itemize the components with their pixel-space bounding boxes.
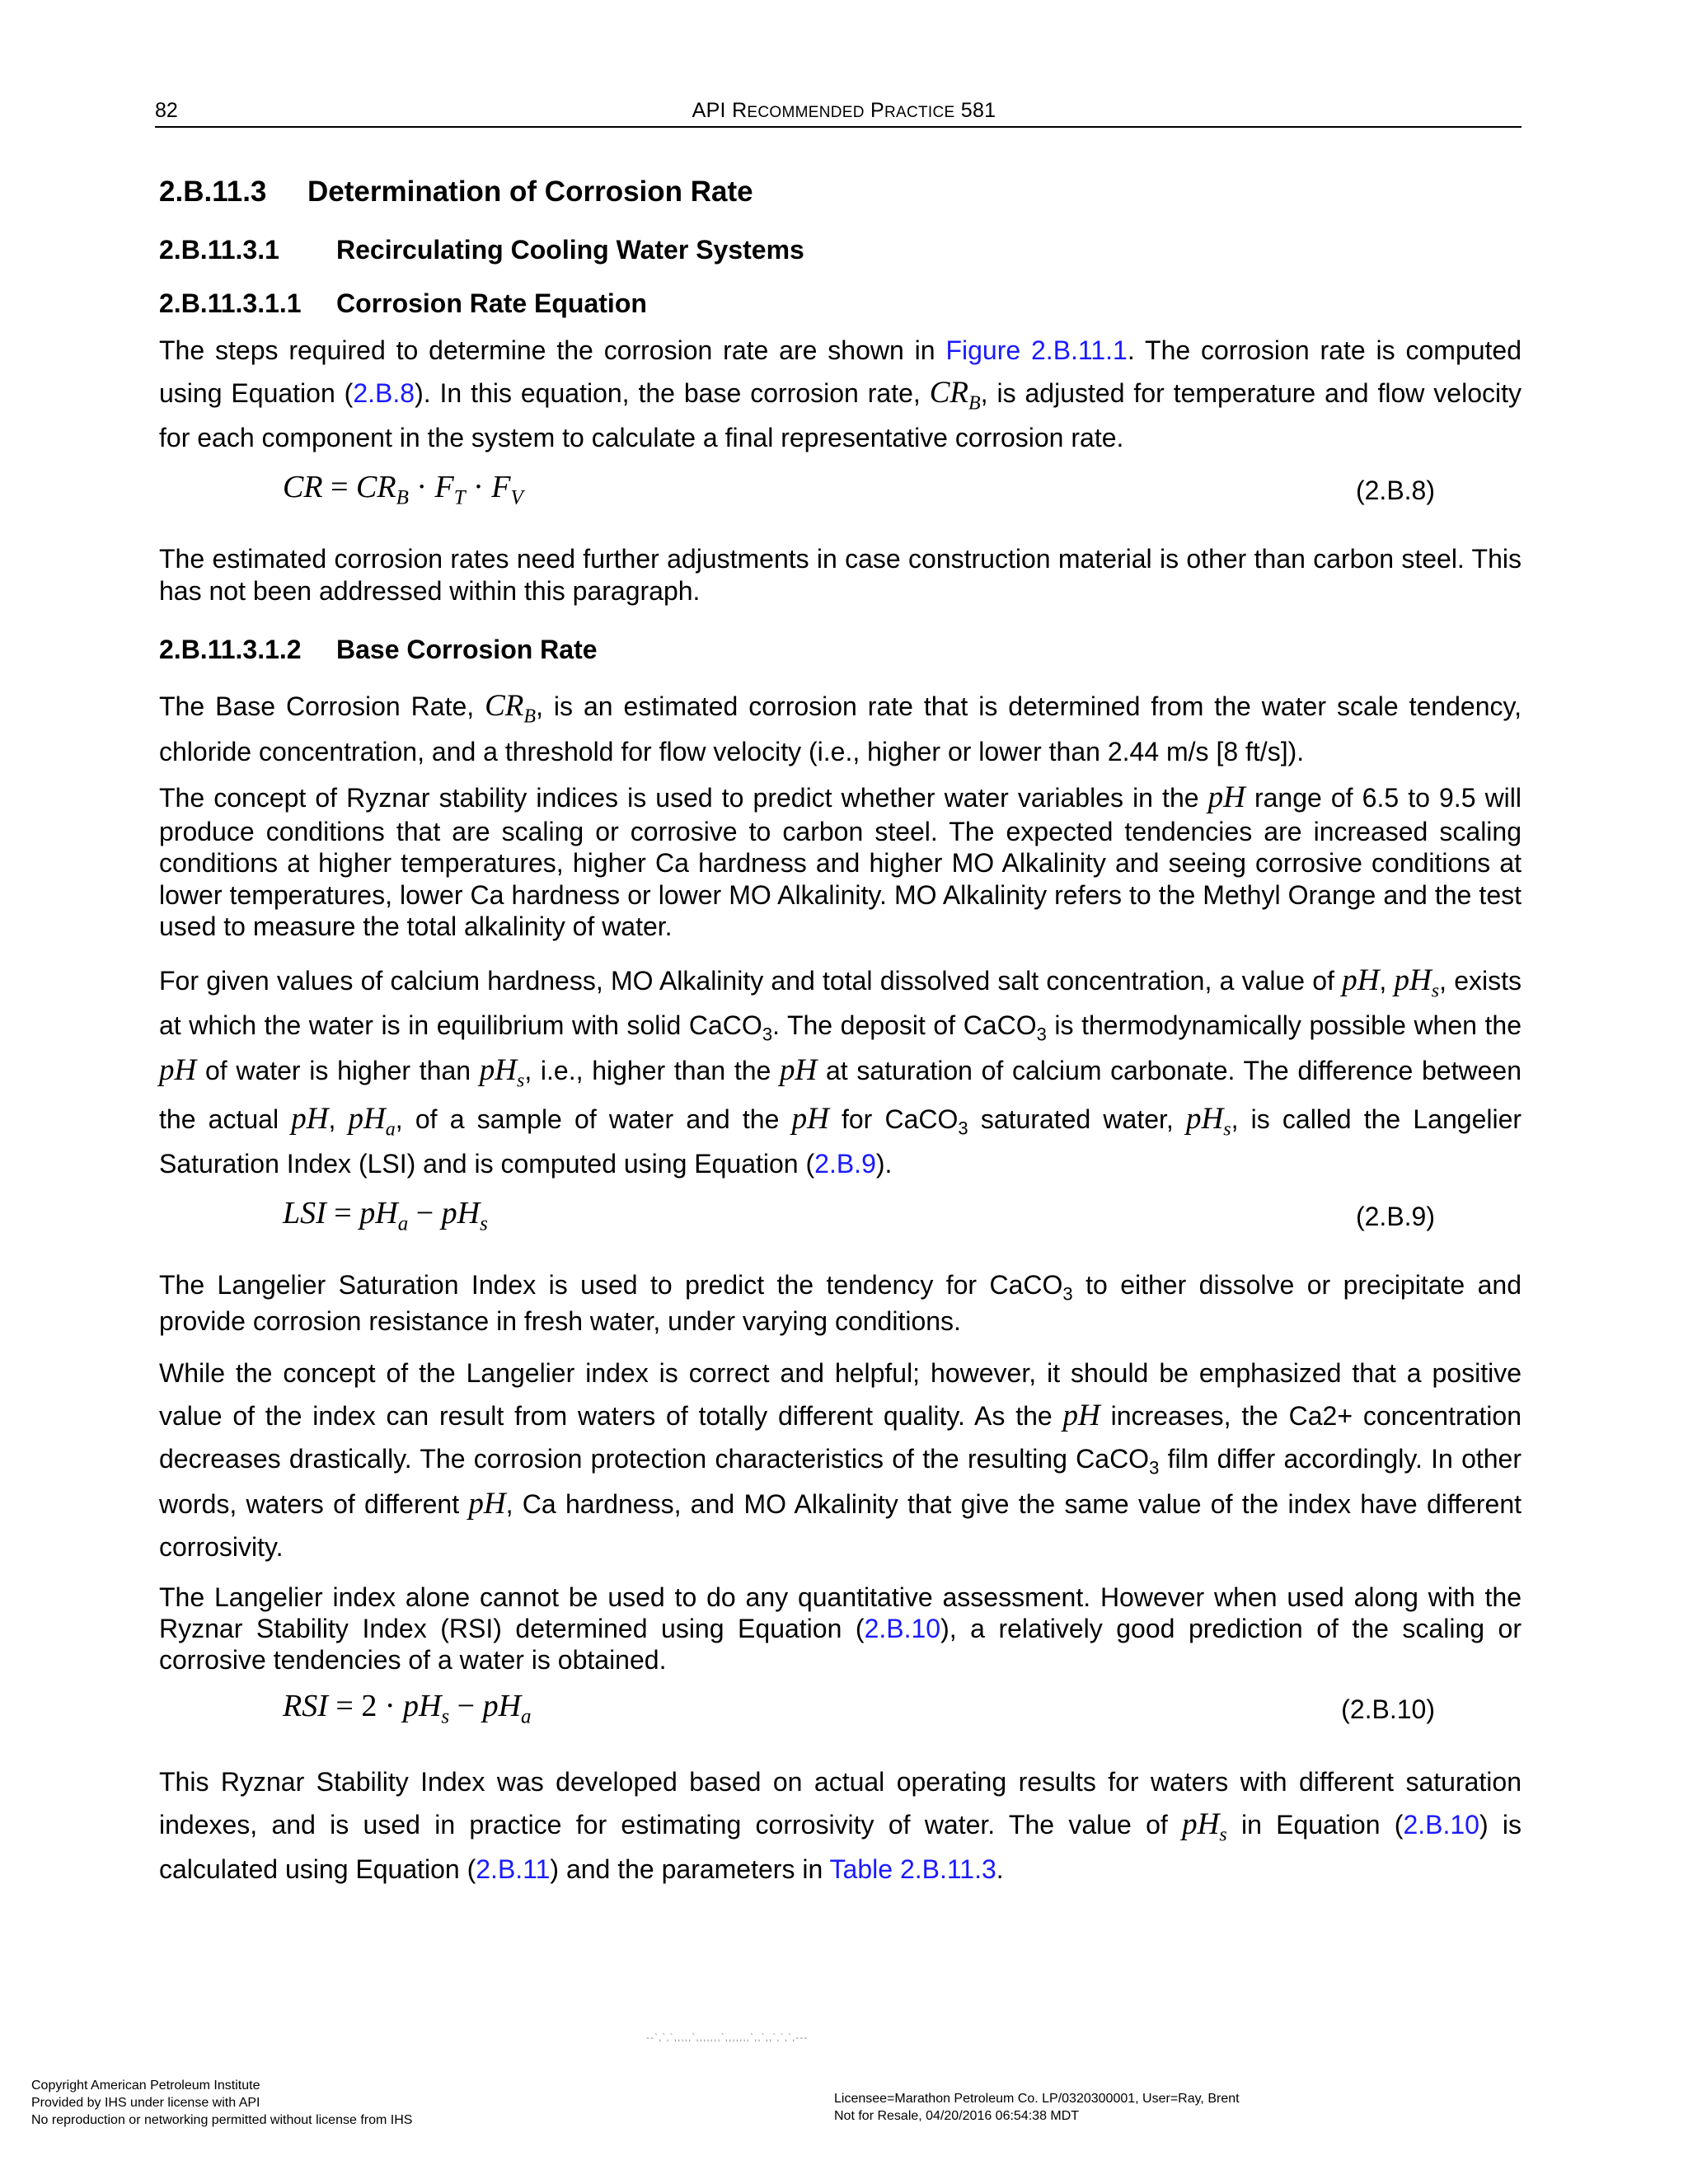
section-title: Base Corrosion Rate — [336, 635, 598, 665]
section-heading-2B11131 — [159, 235, 1522, 265]
math-op: · — [465, 470, 492, 505]
text: This Ryznar Stability Index was developed based on actual operating results for waters with different saturation indexes, and is used in practice for estimating corrosivity of water. The value of — [159, 1766, 1522, 1840]
math-text: F — [491, 470, 511, 505]
text: to either dissolve or precipitate and provide corrosion resistance in fresh water, under varying conditions. — [159, 1270, 1522, 1336]
math-crb — [485, 689, 537, 728]
text: ), a relatively good prediction of the scaling or corrosive tendencies of a water is obtained. — [159, 1614, 1522, 1675]
math-phs — [479, 1053, 525, 1092]
math-ph: pH — [468, 1487, 506, 1521]
text: , Ca hardness, and MO Alkalinity that give the same value of the index have different corrosivity. — [159, 1489, 1522, 1562]
text: increases, the Ca2+ concentration decreases drastically. The corrosion protection characteristics of the resulting CaCO — [159, 1401, 1522, 1474]
section-number: 2.B.11.3.1.2 — [159, 635, 302, 665]
equation-2B9 — [159, 1195, 1522, 1249]
math-sub: B — [523, 705, 537, 728]
math-text: LSI — [283, 1196, 326, 1231]
footer-line: No reproduction or networking permitted without license from IHS — [31, 2112, 413, 2127]
equation-link[interactable]: 2.B.9 — [814, 1149, 876, 1179]
figure-link[interactable]: Figure 2.B.11.1 — [945, 335, 1128, 365]
equation-link[interactable]: 2.B.10 — [1403, 1809, 1479, 1840]
section-heading-2B111312 — [159, 635, 1522, 665]
section-title: Determination of Corrosion Rate — [307, 176, 753, 208]
math-ph: pH — [1062, 1399, 1100, 1433]
text: , — [328, 1104, 349, 1134]
math-sub: a — [521, 1705, 532, 1728]
footer-line: Licensee=Marathon Petroleum Co. LP/0320300001, User=Ray, Brent — [834, 2092, 1240, 2106]
footer-line: Provided by IHS under license with API — [31, 2095, 260, 2110]
running-header — [0, 99, 1688, 123]
text: , exists at which the water is in equilibrium with solid CaCO — [159, 965, 1522, 1040]
math-sub: B — [968, 392, 981, 415]
header-r: R — [732, 99, 748, 122]
footer-license — [834, 2091, 1240, 2125]
math-op: = — [322, 470, 356, 505]
section-number: 2.B.11.3 — [159, 176, 267, 208]
equation-link[interactable]: 2.B.10 — [864, 1614, 941, 1644]
math-crb — [929, 376, 981, 415]
math-sub: a — [385, 1118, 396, 1141]
math-sub: s — [516, 1070, 525, 1092]
text: at saturation of calcium carbonate. The difference between the actual — [159, 1056, 1522, 1134]
math-op: · — [408, 470, 435, 505]
math-text: pH — [1182, 1807, 1220, 1841]
equation-2B8 — [159, 469, 1522, 523]
math-text: pH — [1186, 1101, 1224, 1136]
paragraph-lsi-usage — [159, 1269, 1522, 1337]
footer-line: Not for Resale, 04/20/2016 06:54:38 MDT — [834, 2108, 1080, 2123]
equation-number: (2.B.8) — [1355, 476, 1435, 506]
math-sub: s — [1223, 1118, 1231, 1141]
text: , is called the Langelier Saturation Index (LSI) and is computed using Equation ( — [159, 1104, 1522, 1179]
section-title: Corrosion Rate Equation — [336, 288, 647, 318]
math-op: = — [327, 1688, 362, 1723]
math-ph: pH — [1207, 780, 1245, 814]
math-sub: s — [1431, 979, 1440, 1001]
text: The steps required to determine the corrosion rate are shown in — [159, 335, 946, 365]
math-text: pH — [402, 1688, 442, 1723]
math-sub: a — [397, 1212, 409, 1235]
math-sub: s — [1219, 1824, 1227, 1846]
text: in Equation ( — [1226, 1809, 1404, 1840]
text: The Langelier index alone cannot be used to do any quantitative assessment. However when used along with the Ryznar Stability Index (RSI) determined using Equation ( — [159, 1582, 1522, 1644]
text: , is adjusted for temperature and flow velocity for each component in the system to calculate a final representative corrosion rate. — [159, 378, 1522, 453]
equation-link[interactable]: 2.B.8 — [353, 378, 415, 408]
header-api: API — [692, 99, 733, 122]
math-text: pH — [479, 1053, 517, 1088]
equation-link[interactable]: 2.B.11 — [476, 1854, 551, 1885]
math-ph: pH — [780, 1053, 818, 1088]
math-ph: pH — [159, 1053, 197, 1088]
paragraph-langelier-definition — [159, 958, 1522, 1184]
math-text: pH — [441, 1196, 481, 1231]
page-content — [159, 169, 1522, 1897]
equation-number: (2.B.10) — [1341, 1694, 1435, 1724]
text: is thermodynamically possible when the — [1046, 1010, 1522, 1040]
math-sub: T — [453, 486, 466, 509]
text: . The deposit of CaCO — [772, 1010, 1037, 1040]
math-pha — [348, 1101, 396, 1141]
text: range of 6.5 to 9.5 will produce conditions that are scaling or corrosive to carbon steel. The expected tendencies are increased scaling conditions at higher temperatures, higher Ca hardness and higher MO Alkalinity and seeing corrosive conditions at lower temperatures, lower Ca hardness or lower MO Alkalinity. MO Alkalinity refers to the Methyl Orange and the test used to measure the total alkalinity of water. — [159, 782, 1522, 942]
math-text: CR — [929, 376, 968, 410]
paragraph-adjustments: The estimated corrosion rates need further adjustments in case construction material is other than carbon steel. This has not been addressed within this paragraph. — [159, 544, 1522, 606]
section-title: Recirculating Cooling Water Systems — [336, 235, 804, 265]
header-p: P — [870, 99, 884, 122]
header-rule — [155, 126, 1522, 128]
math-sub: V — [510, 486, 523, 509]
text: film differ accordingly. In other words, waters of different — [159, 1443, 1522, 1520]
math-phs — [1186, 1101, 1231, 1141]
footer-copyright — [31, 2078, 412, 2129]
math-phs — [1394, 963, 1440, 1001]
equation-expression — [283, 1195, 488, 1236]
math-op: − — [449, 1688, 483, 1723]
text: ). In this equation, the base corrosion rate, — [415, 378, 930, 408]
header-number: 581 — [960, 99, 996, 122]
equation-number: (2.B.9) — [1355, 1202, 1435, 1232]
text: . — [996, 1854, 1004, 1885]
text: , of a sample of water and the — [395, 1104, 792, 1134]
math-text: pH — [1394, 963, 1432, 997]
header-ecommended: ECOMMENDED — [747, 104, 865, 121]
math-text: CR — [485, 689, 524, 724]
math-op: · — [377, 1688, 403, 1723]
footer-line: Copyright American Petroleum Institute — [31, 2079, 260, 2093]
equation-expression — [283, 469, 523, 510]
subscript: 3 — [1062, 1283, 1073, 1305]
paragraph-rsi-development — [159, 1762, 1522, 1889]
text: ) is calculated using Equation ( — [159, 1809, 1522, 1885]
subscript: 3 — [1149, 1457, 1160, 1479]
text: For given values of calcium hardness, MO Alkalinity and total dissolved salt concentration, a value of — [159, 965, 1343, 996]
paragraph-corrosion-rate-intro — [159, 330, 1522, 457]
math-ph: pH — [791, 1101, 829, 1136]
header-ractice: RACTICE — [884, 104, 955, 121]
math-op: = — [326, 1196, 360, 1231]
table-link[interactable]: Table 2.B.11.3 — [829, 1854, 996, 1885]
paragraph-ryznar-concept — [159, 780, 1522, 943]
text: . The corrosion rate is computed using Equation ( — [159, 335, 1522, 408]
text: for CaCO — [828, 1104, 959, 1134]
page-number: 82 — [155, 99, 178, 122]
section-number: 2.B.11.3.1 — [159, 235, 279, 265]
subscript: 3 — [1036, 1024, 1047, 1045]
math-phs — [1182, 1807, 1227, 1846]
subscript: 3 — [762, 1024, 773, 1045]
subscript: 3 — [958, 1118, 968, 1139]
text: , i.e., higher than the — [524, 1056, 781, 1086]
math-sub: s — [480, 1212, 488, 1235]
text: , — [1379, 965, 1395, 996]
math-op: − — [408, 1196, 442, 1231]
equation-2B10 — [159, 1688, 1522, 1742]
math-text: CR — [356, 470, 396, 505]
text: saturated water, — [968, 1104, 1186, 1134]
text: ). — [875, 1149, 893, 1179]
math-text: F — [434, 470, 454, 505]
paragraph-base-corrosion-rate — [159, 683, 1522, 771]
text: The concept of Ryznar stability indices is used to predict whether water variables in the — [159, 782, 1208, 813]
text: of water is higher than — [196, 1056, 480, 1086]
section-number: 2.B.11.3.1.1 — [159, 288, 302, 318]
math-sub: s — [441, 1705, 450, 1728]
math-number: 2 — [361, 1688, 377, 1723]
text: While the concept of the Langelier index is correct and helpful; however, it should be emphasized that a positive value of the index can result from waters of totally different quality. As the — [159, 1358, 1522, 1432]
math-ph: pH — [1342, 963, 1380, 997]
math-text: pH — [482, 1688, 522, 1723]
text: , is an estimated corrosion rate that is determined from the water scale tendency, chloride concentration, and a threshold for flow velocity (i.e., higher or lower than 2.44 m/s [8 ft/s]). — [159, 691, 1522, 766]
text: The Langelier Saturation Index is used to predict the tendency for CaCO — [159, 1270, 1063, 1301]
equation-expression — [283, 1688, 532, 1729]
math-text: CR — [283, 470, 323, 505]
paragraph-rsi-intro — [159, 1582, 1522, 1676]
math-sub: B — [396, 486, 409, 509]
math-text: pH — [348, 1101, 386, 1136]
math-ph: pH — [291, 1101, 329, 1136]
section-heading-2B1113 — [159, 176, 1522, 209]
section-heading-2B111311 — [159, 288, 1522, 319]
watermark-dots: --`,`,`,,,,,`,,,,,,,`,,,,,,,`,,`,,`,`,`,--- — [646, 2032, 809, 2043]
paragraph-langelier-caveat — [159, 1353, 1522, 1566]
math-text: pH — [359, 1196, 398, 1231]
text: The Base Corrosion Rate, — [159, 691, 485, 722]
math-text: RSI — [283, 1688, 328, 1723]
text: ) and the parameters in — [550, 1854, 830, 1885]
